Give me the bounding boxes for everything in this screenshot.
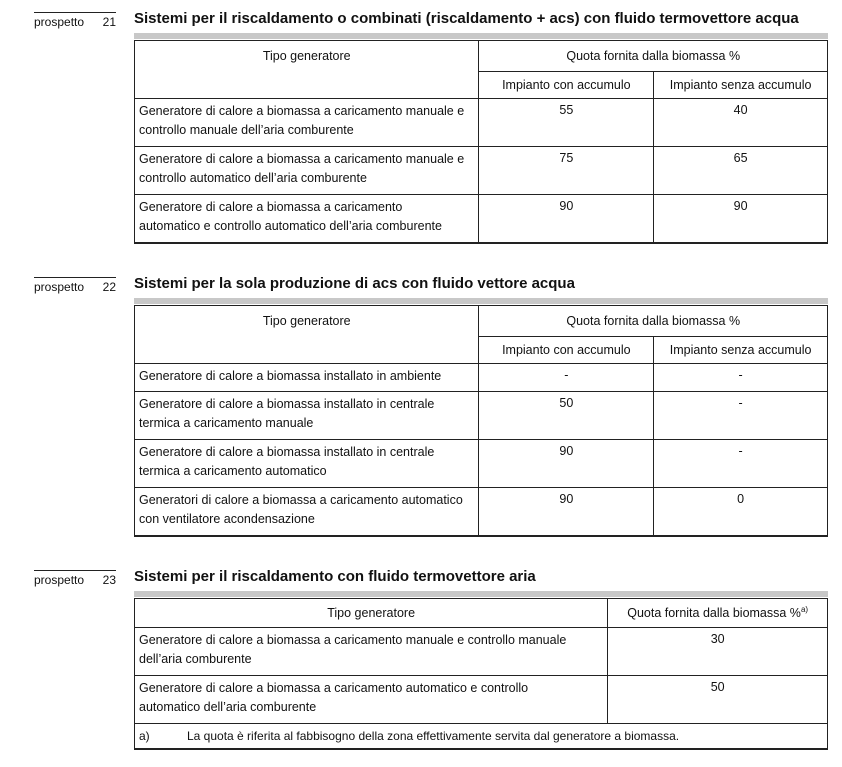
table-row (135, 99, 828, 147)
row-desc: Generatore di calore a biomassa a caricamento automatico e controllo automatico dell’aria comburente (135, 195, 479, 243)
row-desc: Generatore di calore a biomassa installato in centrale termica a caricamento automatico (135, 440, 479, 488)
table-row (135, 488, 828, 536)
row-value: 50 (608, 676, 828, 724)
table-row (135, 364, 828, 392)
prospetto-word: prospetto (34, 573, 85, 587)
prospetto-number: 21 (102, 15, 116, 29)
row-desc: Generatore di calore a biomassa a caricamento automatico e controllo automatico dell’aria comburente (135, 676, 608, 724)
col-senza-accumulo: Impianto senza accumulo (654, 337, 828, 364)
col-group-quota: Quota fornita dalla biomassa % (479, 306, 828, 337)
row-value-con: 90 (479, 440, 654, 488)
row-value-senza: 90 (654, 195, 828, 243)
row-desc: Generatore di calore a biomassa a caricamento manuale e controllo manuale dell’aria comburente (135, 628, 608, 676)
prospetto-23-title: Sistemi per il riscaldamento con fluido termovettore aria (134, 568, 536, 585)
row-desc: Generatore di calore a biomassa installato in centrale termica a caricamento manuale (135, 392, 479, 440)
row-value-senza: 65 (654, 147, 828, 195)
prospetto-word: prospetto (34, 15, 85, 29)
prospetto-21-title: Sistemi per il riscaldamento o combinati (riscaldamento + acs) con fluido termovettore acqua (134, 10, 799, 27)
table-row (135, 676, 828, 724)
row-value-con: 90 (479, 195, 654, 243)
col-con-accumulo: Impianto con accumulo (479, 72, 654, 99)
prospetto-number: 23 (102, 573, 116, 587)
col-group-quota: Quota fornita dalla biomassa % (479, 41, 828, 72)
prospetto-21-table (134, 40, 828, 244)
col-senza-accumulo: Impianto senza accumulo (654, 72, 828, 99)
title-bar (134, 591, 828, 597)
row-value-senza: 40 (654, 99, 828, 147)
table-row (135, 440, 828, 488)
row-value-senza: - (654, 440, 828, 488)
col-quota: Quota fornita dalla biomassa %$^{a)}$ (608, 599, 828, 628)
table-row (135, 392, 828, 440)
col-tipo-generatore: Tipo generatore (135, 306, 479, 364)
title-bar (134, 33, 828, 39)
header-row (135, 306, 828, 337)
col-tipo-generatore: Tipo generatore (135, 41, 479, 99)
col-tipo-generatore: Tipo generatore (135, 599, 608, 628)
row-desc: Generatore di calore a biomassa a caricamento manuale e controllo automatico dell’aria comburente (135, 147, 479, 195)
prospetto-22-title: Sistemi per la sola produzione di acs con fluido vettore acqua (134, 275, 575, 292)
row-value-senza: 0 (654, 488, 828, 536)
row-value-con: 50 (479, 392, 654, 440)
table-row (135, 628, 828, 676)
row-value-senza: - (654, 392, 828, 440)
note-row (135, 724, 828, 749)
prospetto-22-table (134, 305, 828, 537)
table-footnote: a) La quota è riferita al fabbisogno della zona effettivamente servita dal generatore a biomassa. (135, 724, 828, 749)
prospetto-21-label (34, 12, 116, 29)
prospetto-number: 22 (102, 280, 116, 294)
row-value-con: - (479, 364, 654, 392)
row-desc: Generatore di calore a biomassa installato in ambiente (135, 364, 479, 392)
prospetto-23-table (134, 598, 828, 750)
header-row (135, 41, 828, 72)
title-bar (134, 298, 828, 304)
row-value-senza: - (654, 364, 828, 392)
prospetto-23-label (34, 570, 116, 587)
prospetto-22-label (34, 277, 116, 294)
col-con-accumulo: Impianto con accumulo (479, 337, 654, 364)
row-desc: Generatori di calore a biomassa a caricamento automatico con ventilatore acondensazione (135, 488, 479, 536)
row-desc: Generatore di calore a biomassa a caricamento manuale e controllo manuale dell’aria comburente (135, 99, 479, 147)
row-value-con: 55 (479, 99, 654, 147)
row-value-con: 75 (479, 147, 654, 195)
table-row (135, 147, 828, 195)
row-value: 30 (608, 628, 828, 676)
prospetto-word: prospetto (34, 280, 85, 294)
table-row (135, 195, 828, 243)
footnote-marker: a) (800, 605, 809, 615)
row-value-con: 90 (479, 488, 654, 536)
header-row (135, 599, 828, 628)
